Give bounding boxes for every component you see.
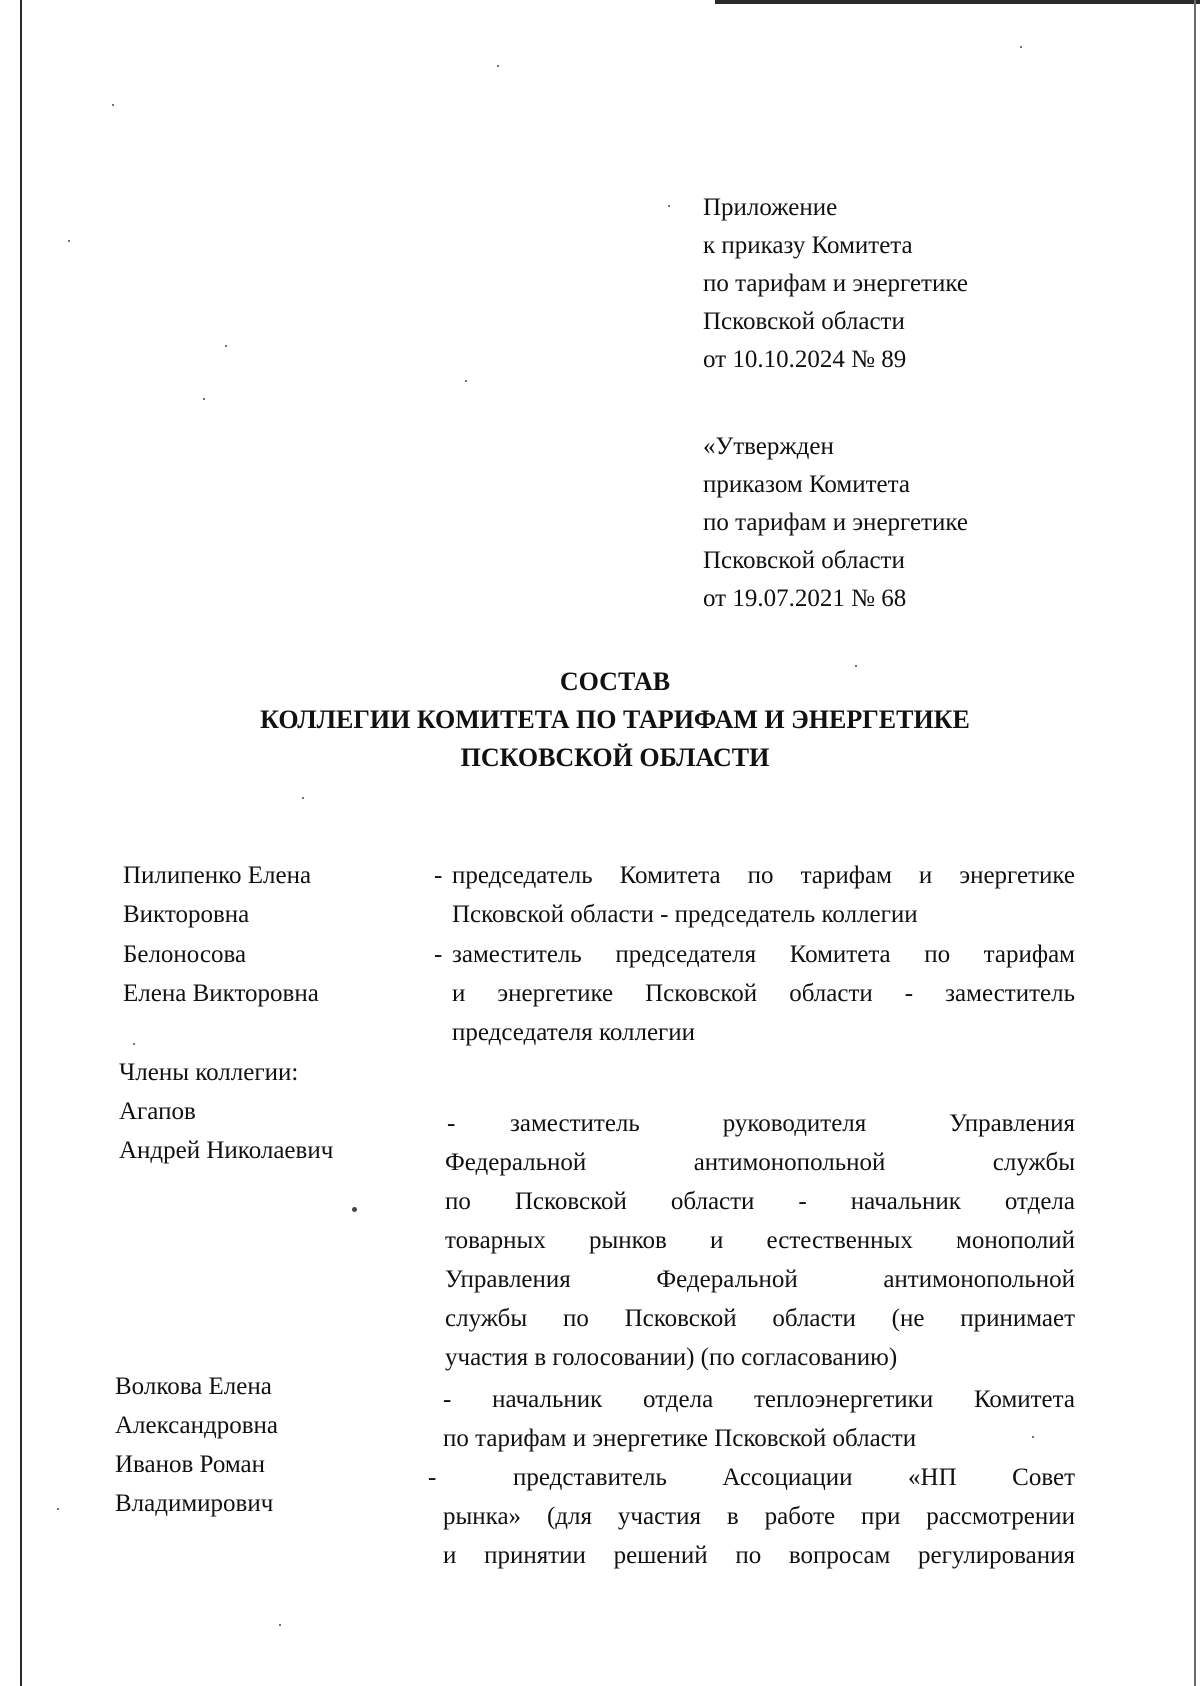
scan-speck <box>279 1624 281 1626</box>
appendix-header <box>703 189 968 379</box>
role-line: Псковской области - председатель коллегии <box>452 901 918 928</box>
role-line: по Псковской области - начальник отдела <box>445 1188 1075 1215</box>
scan-left-edge <box>20 0 22 1686</box>
member-name-ivanov <box>115 1445 273 1523</box>
role-line: рынка» (для участия в работе при рассмотрении <box>443 1503 1075 1530</box>
role-line: Управления Федеральной антимонопольной <box>445 1266 1075 1293</box>
member-name-agapov <box>119 1092 333 1170</box>
role-line: заместитель председателя Комитета по тарифам <box>452 941 1075 968</box>
member-role-ivanov <box>443 1458 1075 1575</box>
scan-speck <box>1020 46 1022 48</box>
name-line: Викторовна <box>123 901 250 928</box>
scan-speck <box>668 205 670 207</box>
role-dash: - <box>447 1110 456 1137</box>
role-line: председателя коллегии <box>452 1019 696 1046</box>
title-line-3: ПСКОВСКОЙ ОБЛАСТИ <box>460 743 770 772</box>
role-line: заместитель руководителя Управления <box>510 1110 1075 1137</box>
appendix-line: Псковской области <box>703 308 905 335</box>
role-line: председатель Комитета по тарифам и энергетике <box>452 862 1075 889</box>
appendix-line: по тарифам и энергетике <box>703 270 968 297</box>
role-line: Федеральной антимонопольной службы <box>445 1149 1075 1176</box>
scan-speck <box>225 345 227 347</box>
approval-line: Псковской области <box>703 547 905 574</box>
name-line: Владимирович <box>115 1490 274 1517</box>
name-line: Волкова Елена <box>115 1373 272 1400</box>
scan-speck <box>57 1508 59 1510</box>
member-name-volkova <box>115 1367 278 1445</box>
role-line: и принятии решений по вопросам регулирования <box>443 1542 1075 1569</box>
scan-speck <box>497 65 499 67</box>
approval-line: приказом Комитета <box>703 471 910 498</box>
approval-line: «Утвержден <box>703 433 834 460</box>
appendix-line: от 10.10.2024 № 89 <box>703 346 907 373</box>
title-line-1: СОСТАВ <box>559 667 671 696</box>
name-line: Пилипенко Елена <box>123 862 312 889</box>
title-line-2: КОЛЛЕГИИ КОМИТЕТА ПО ТАРИФАМ И ЭНЕРГЕТИКЕ <box>260 705 970 734</box>
name-line: Белоносова <box>123 941 247 968</box>
scan-speck <box>133 1043 135 1045</box>
document-title <box>200 663 1030 777</box>
role-dash: - <box>434 862 443 889</box>
appendix-line: Приложение <box>703 194 838 221</box>
scan-speck <box>68 240 70 242</box>
members-heading <box>119 1053 298 1092</box>
role-line: участия в голосовании) (по согласованию) <box>445 1344 898 1371</box>
appendix-line: к приказу Комитета <box>703 232 913 259</box>
role-dash: - <box>434 941 443 968</box>
name-line: Агапов <box>119 1098 196 1125</box>
role-dash: - <box>428 1464 437 1491</box>
name-line: Елена Викторовна <box>123 980 319 1007</box>
approval-line: от 19.07.2021 № 68 <box>703 585 907 612</box>
member-name-deputy <box>123 935 319 1013</box>
role-line: - начальник отдела теплоэнергетики Комитета <box>443 1386 1075 1413</box>
scan-speck <box>203 398 205 400</box>
member-name-chair <box>123 856 311 934</box>
member-role-agapov <box>445 1104 1075 1377</box>
scan-speck <box>465 380 467 382</box>
name-line: Андрей Николаевич <box>119 1137 334 1164</box>
role-line: представитель Ассоциации «НП Совет <box>513 1464 1075 1491</box>
role-line: и энергетике Псковской области - заместитель <box>452 980 1075 1007</box>
scan-speck <box>302 797 304 799</box>
role-line: товарных рынков и естественных монополий <box>445 1227 1075 1254</box>
scan-speck <box>352 1207 357 1212</box>
scan-top-edge <box>715 0 1200 4</box>
name-line: Иванов Роман <box>115 1451 265 1478</box>
name-line: Александровна <box>115 1412 279 1439</box>
member-role-deputy <box>452 935 1075 1052</box>
role-line: службы по Псковской области (не принимает <box>445 1305 1075 1332</box>
approval-header <box>703 428 968 618</box>
approval-line: по тарифам и энергетике <box>703 509 968 536</box>
member-role-chair <box>452 856 1075 934</box>
scan-speck <box>112 104 114 106</box>
members-heading-text: Члены коллегии: <box>119 1059 299 1086</box>
member-role-volkova <box>443 1380 1075 1458</box>
scan-right-edge <box>1194 0 1196 1686</box>
role-line: по тарифам и энергетике Псковской области <box>443 1425 917 1452</box>
